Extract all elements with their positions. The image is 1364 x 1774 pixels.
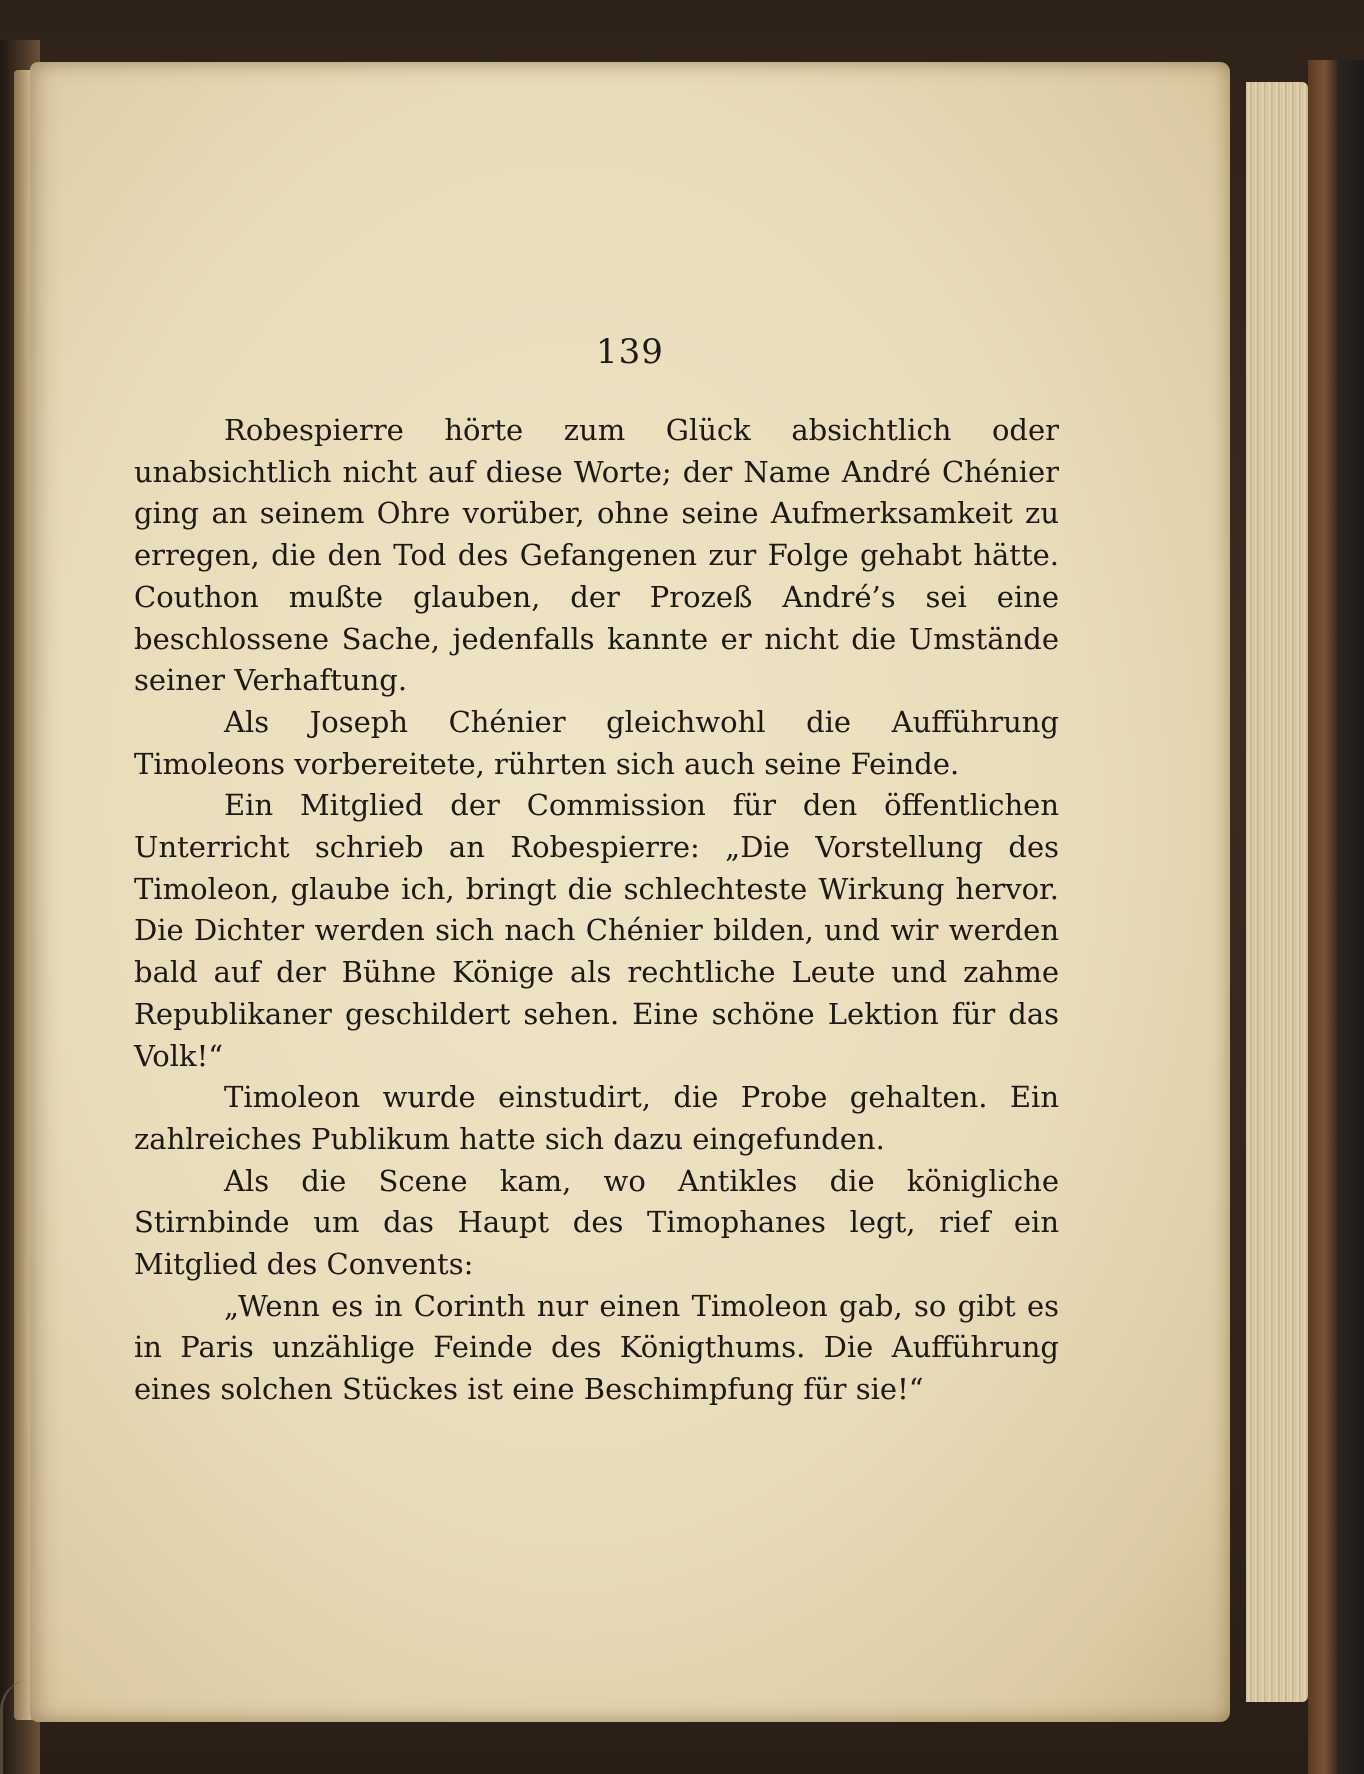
- paragraph: Ein Mitglied der Commission für den öffentlichen Unterricht schrieb an Robespierre: „Die Vorstellung des Timoleon, glaube ich, bringt die schlechteste Wirkung hervor. Die Dichter werden sich nach Chénier bilden, und wir werden bald auf der Bühne Könige als rechtliche Leute und zahme Republikaner geschildert sehen. Eine schöne Lektion für das Volk!“: [134, 788, 1059, 1073]
- page-stack-edge: [1246, 82, 1308, 1702]
- body-text: [134, 410, 1059, 1411]
- paragraph: Robespierre hörte zum Glück absichtlich oder unabsichtlich nicht auf diese Worte; der Name André Chénier ging an seinem Ohre vorüber, ohne seine Aufmerksamkeit zu erregen, die den Tod des Gefangenen zur Folge gehabt hätte. Couthon mußte glauben, der Prozeß André’s sei eine beschlossene Sache, jedenfalls kannte er nicht die Umstände seiner Verhaftung.: [134, 413, 1059, 698]
- paragraph: Als Joseph Chénier gleichwohl die Aufführung Timoleons vorbereitete, rührten sich auch seine Feinde.: [134, 704, 1059, 781]
- bookmark-ribbon: [0, 1680, 63, 1774]
- paragraph: Als die Scene kam, wo Antikles die königliche Stirnbinde um das Haupt des Timophanes legt, rief ein Mitglied des Convents:: [134, 1163, 1059, 1282]
- right-cover-board: [1308, 60, 1364, 1774]
- paragraph: Timoleon wurde einstudirt, die Probe gehalten. Ein zahlreiches Publikum hatte sich dazu eingefunden.: [134, 1080, 1059, 1156]
- quote-paragraph: „Wenn es in Corinth nur einen Timoleon gab, so gibt es in Paris unzählige Feinde des Königthums. Die Aufführung eines solchen Stückes ist eine Beschimpfung für sie!“: [134, 1288, 1059, 1407]
- book-page: [30, 62, 1230, 1722]
- page-number: 139: [596, 332, 664, 372]
